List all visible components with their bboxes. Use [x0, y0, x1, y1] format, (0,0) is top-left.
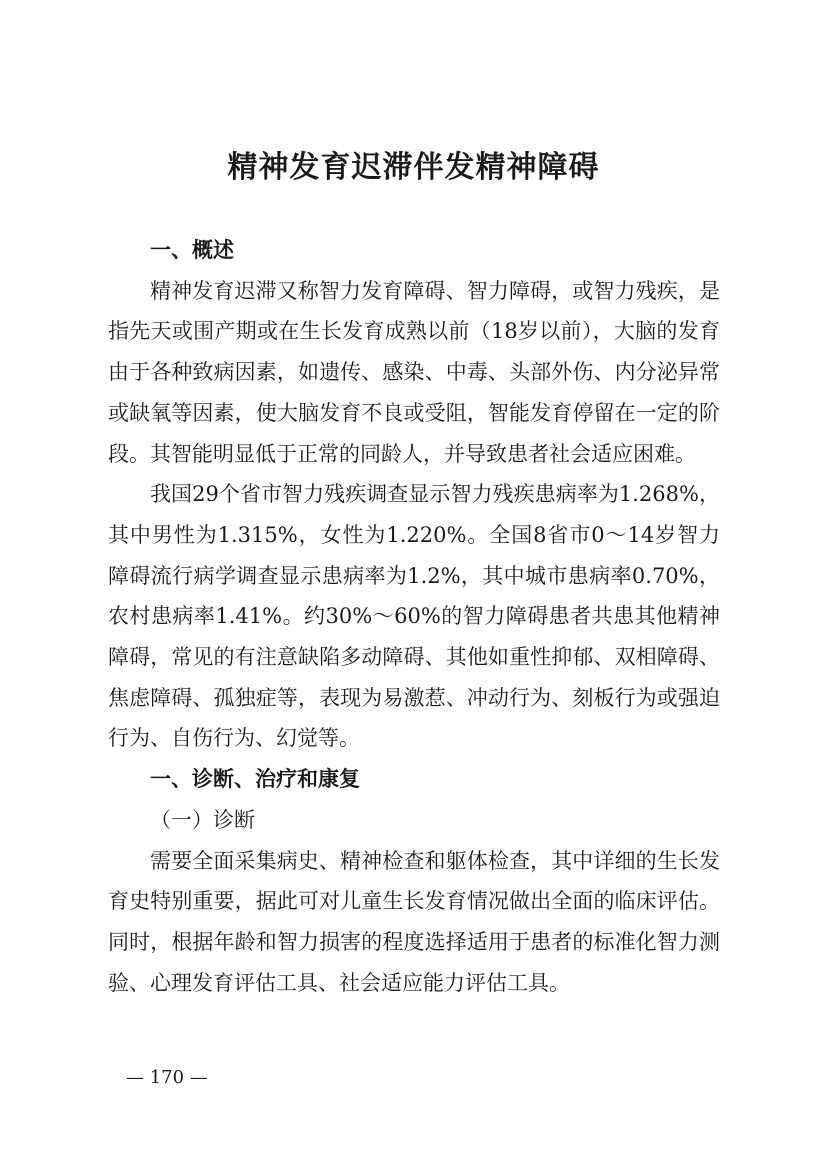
paragraph-overview-prevalence: 我国29个省市智力残疾调查显示智力残疾患病率为1.268%，其中男性为1.315%，女性为1.220%。全国8省市0～14岁智力障碍流行病学调查显示患病率为1.2%，其中城市患病率0.70%，农村患病率1.41%。约30%～60%的智力障碍患者共患其他精神障碍，常见的有注意缺陷多动障碍、其他如重性抑郁、双相障碍、焦虑障碍、孤独症等，表现为易激惹、冲动行为、刻板行为或强迫行为、自伤行为、幻觉等。 — [108, 482, 720, 751]
section-heading-diagnosis: 一、诊断、治疗和康复 — [150, 767, 360, 792]
page-number: — 170 — — [126, 1067, 208, 1088]
page-title: 精神发育迟滞伴发精神障碍 — [227, 150, 600, 185]
document-body — [108, 230, 720, 1003]
paragraph-diagnosis: 需要全面采集病史、精神检查和躯体检查，其中详细的生长发育史特别重要，据此可对儿童生长发育情况做出全面的临床评估。同时，根据年龄和智力损害的程度选择适用于患者的标准化智力测验、心理发育评估工具、社会适应能力评估工具。 — [108, 848, 720, 995]
section-heading-overview: 一、概述 — [150, 238, 234, 262]
paragraph-overview-definition: 精神发育迟滞又称智力发育障碍、智力障碍，或智力残疾，是指先天或围产期或在生长发育成熟以前（18岁以前），大脑的发育由于各种致病因素，如遗传、感染、中毒、头部外伤、内分泌异常或缺氧等因素，使大脑发育不良或受阻，智能发育停留在一定的阶段。其智能明显低于正常的同龄人，并导致患者社会适应困难。 — [108, 278, 720, 466]
subsection-heading-diagnosis: （一）诊断 — [150, 807, 255, 832]
